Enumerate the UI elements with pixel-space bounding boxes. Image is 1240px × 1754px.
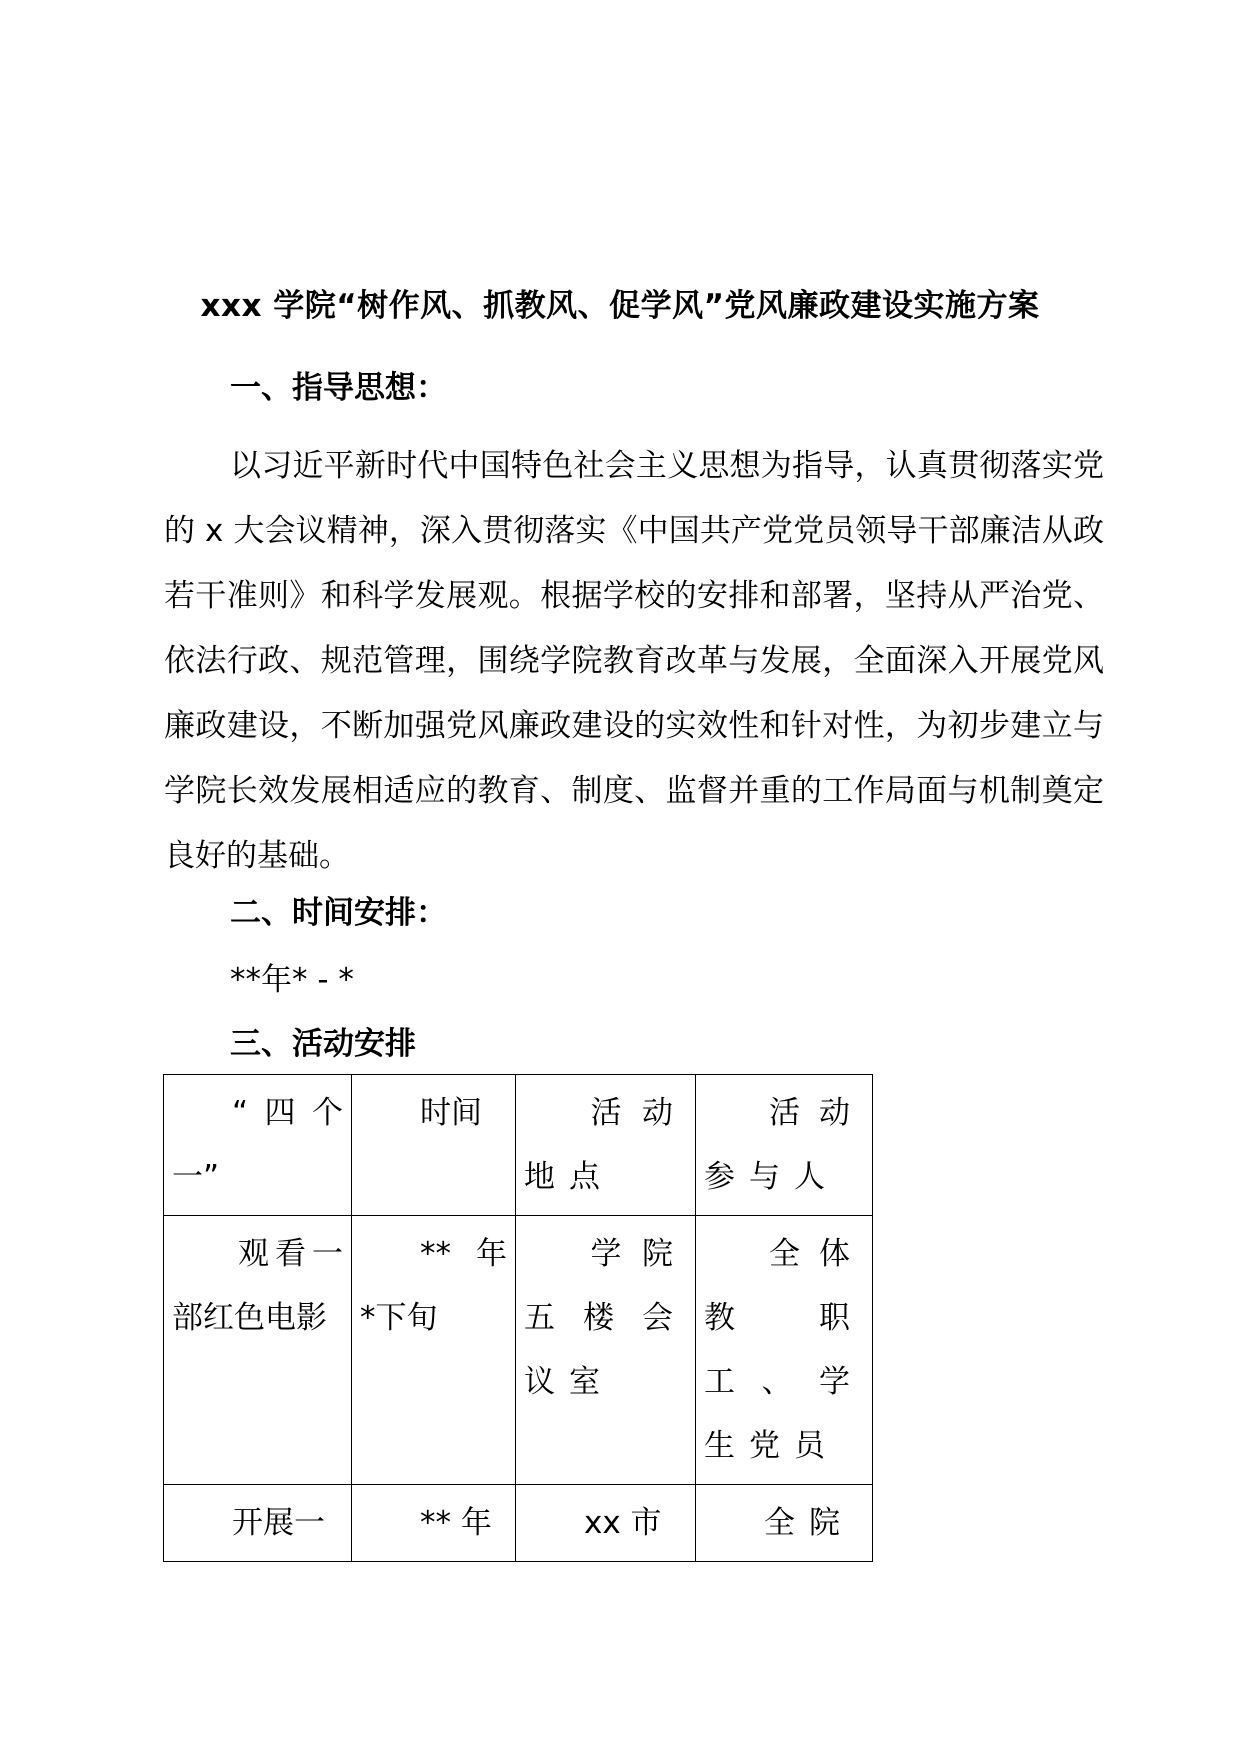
table-cell: ** 年 *下旬 <box>352 1216 516 1485</box>
schedule-time-range: **年* - * <box>230 962 354 998</box>
table-cell: 观看一部红色电影 <box>164 1216 352 1485</box>
table-cell: xx 市 <box>516 1485 696 1562</box>
table-header-cell: 活动参与人 <box>696 1075 873 1216</box>
table-cell: 全体教职工、学生党员 <box>696 1216 873 1485</box>
section-heading-guiding-ideology: 一、指导思想： <box>230 370 447 406</box>
table-cell: 开展一 <box>164 1485 352 1562</box>
table-row <box>164 1485 873 1562</box>
table-header-cell: 时间 <box>352 1075 516 1216</box>
activities-table <box>163 1074 873 1562</box>
section-heading-activities: 三、活动安排 <box>230 1026 416 1062</box>
guiding-ideology-paragraph: 以习近平新时代中国特色社会主义思想为指导，认真贯彻落实党的 x 大会议精神，深入贯彻落实《中国共产党党员领导干部廉洁从政若干准则》和科学发展观。根据学校的安排和部署，坚持从严治党、依法行政、规范管理，围绕学院教育改革与发展，全面深入开展党风廉政建设，不断加强党风廉政建设的实效性和针对性，为初步建立与学院长效发展相适应的教育、制度、监督并重的工作局面与机制奠定良好的基础。 <box>164 448 1104 874</box>
table-header-cell: “四个一” <box>164 1075 352 1216</box>
table-cell: 全院 <box>696 1485 873 1562</box>
section-heading-schedule: 二、时间安排： <box>230 895 447 931</box>
table-header-cell: 活动地点 <box>516 1075 696 1216</box>
table-cell: 学院五楼会议室 <box>516 1216 696 1485</box>
table-header-row <box>164 1075 873 1216</box>
table-row <box>164 1216 873 1485</box>
table-cell: ** 年 <box>352 1485 516 1562</box>
document-title: xxx 学院“树作风、抓教风、促学风”党风廉政建设实施方案 <box>200 288 1040 324</box>
